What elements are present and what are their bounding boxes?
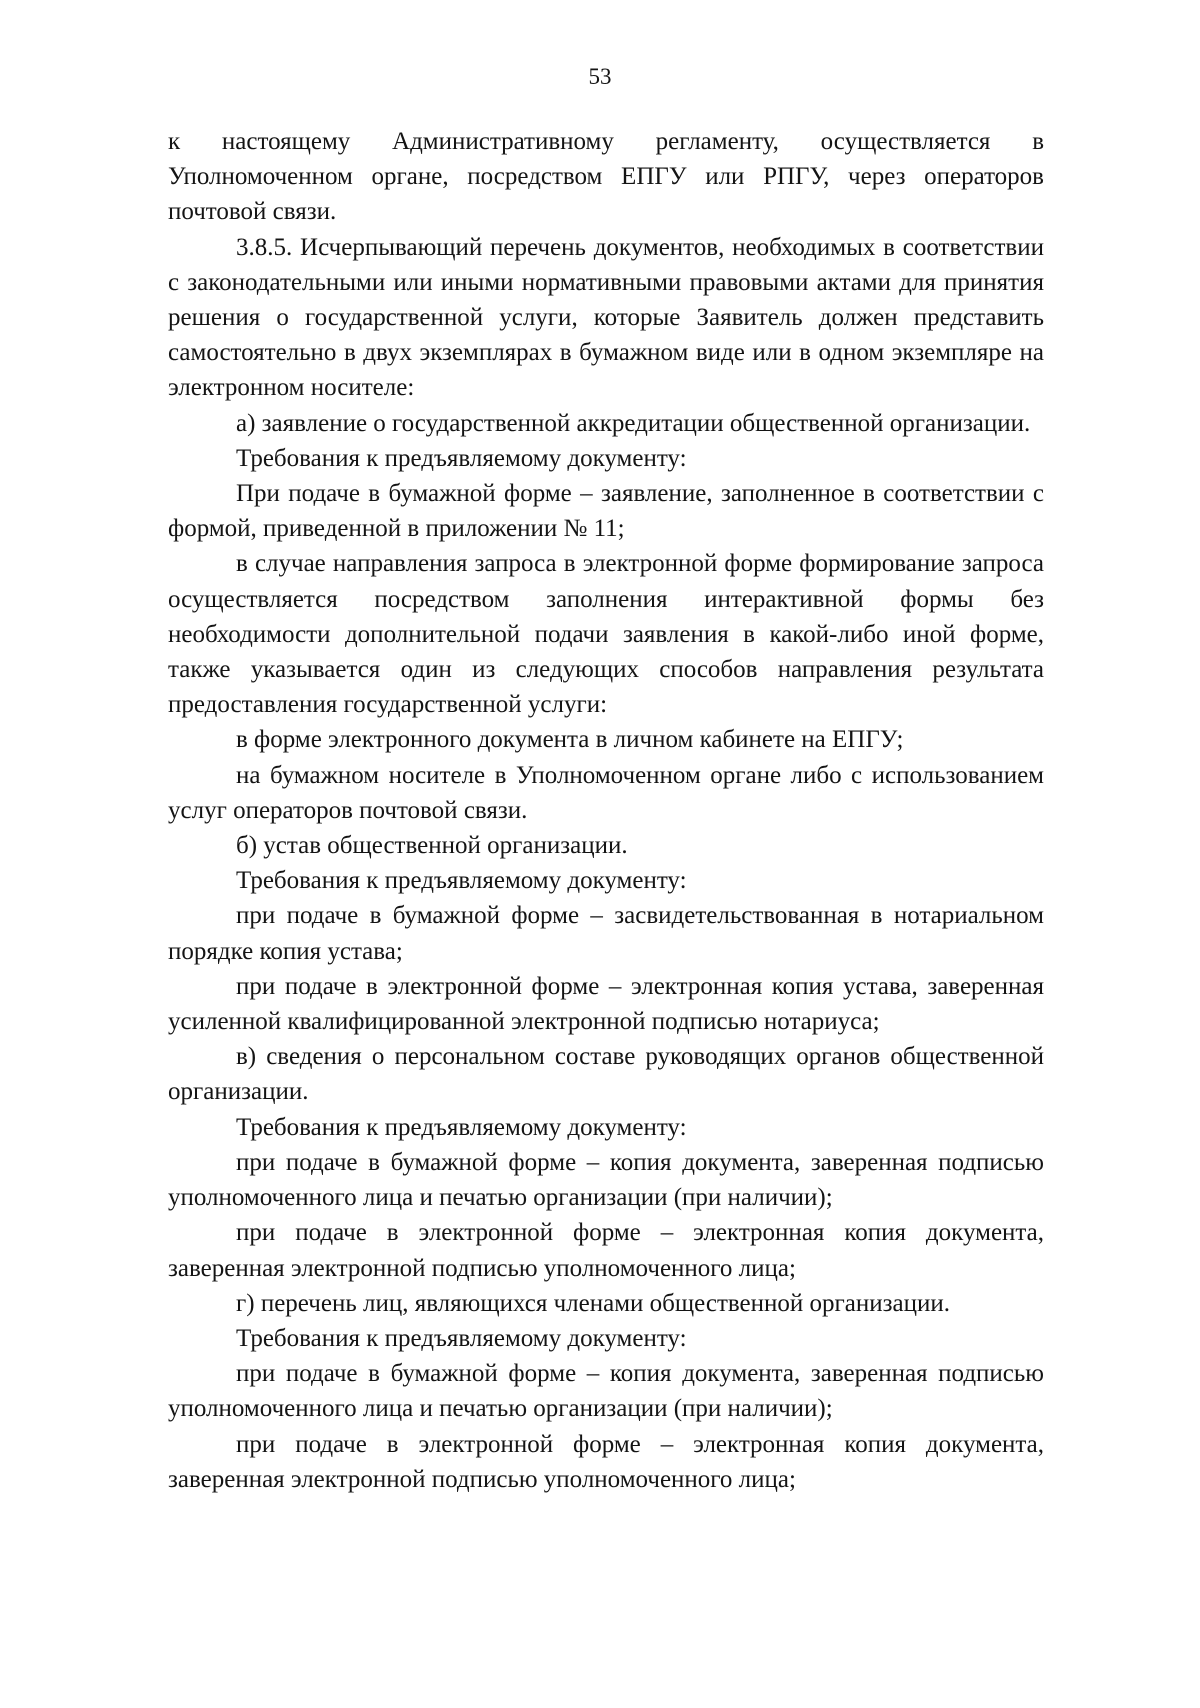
paragraph: при подаче в бумажной форме – копия документа, заверенная подписью уполномоченного лица и печатью организации (при наличии); — [168, 1148, 1044, 1212]
paragraph: при подаче в бумажной форме – копия документа, заверенная подписью уполномоченного лица и печатью организации (при наличии); — [168, 1360, 1044, 1423]
paragraph: при подаче в электронной форме – электронная копия документа, заверенная электронной подписью уполномоченного лица; — [168, 1219, 1044, 1282]
paragraph: в случае направления запроса в электронной форме формирование запроса осуществляется посредством заполнения интерактивной формы без необходимости дополнительной подачи заявления в какой-либо иной форме, также указывается один из следующих способов направления результата предоставления государственной услуги: — [168, 550, 1044, 719]
item-g-members-list: г) перечень лиц, являющихся членами общественной организации. — [236, 1289, 950, 1317]
paragraph: при подаче в электронной форме – электронная копия документа, заверенная электронной подписью уполномоченного лица; — [168, 1430, 1044, 1493]
paragraph: При подаче в бумажной форме – заявление, заполненное в соответствии с формой, приведенной в приложении № 11; — [168, 480, 1044, 543]
paragraph: при подаче в электронной форме – электронная копия устава, заверенная усиленной квалифицированной электронной подписью нотариуса; — [168, 972, 1044, 1036]
paragraph: в форме электронного документа в личном кабинете на ЕПГУ; — [236, 726, 904, 754]
item-a-application: а) заявление о государственной аккредитации общественной организации. — [236, 409, 1031, 437]
paragraph: на бумажном носителе в Уполномоченном органе либо с использованием услуг операторов почтовой связи. — [168, 761, 1044, 824]
paragraph-3-8-5: 3.8.5. Исчерпывающий перечень документов, необходимых в соответствии с законодательными или иными нормативными правовыми актами для принятия решения о государственной услуги, которые Заявитель должен представить самостоятельно в двух экземплярах в бумажном виде или в одном экземпляре на электронном носителе: — [168, 233, 1044, 402]
item-b-charter: б) устав общественной организации. — [236, 832, 628, 860]
requirements-heading: Требования к предъявляемому документу: — [236, 867, 687, 895]
requirements-heading: Требования к предъявляемому документу: — [236, 1113, 687, 1141]
document-body — [168, 124, 1044, 1497]
paragraph: при подаче в бумажной форме – засвидетельствованная в нотариальном порядке копия устава; — [168, 902, 1044, 965]
requirements-heading: Требования к предъявляемому документу: — [236, 1324, 687, 1352]
paragraph-continuation: к настоящему Административному регламенту, осуществляется в Уполномоченном органе, посредством ЕПГУ или РПГУ, через операторов почтовой связи. — [168, 128, 1044, 226]
item-v-personnel: в) сведения о персональном составе руководящих органов общественной организации. — [168, 1043, 1044, 1106]
requirements-heading: Требования к предъявляемому документу: — [236, 444, 687, 472]
page-number: 53 — [588, 64, 612, 89]
